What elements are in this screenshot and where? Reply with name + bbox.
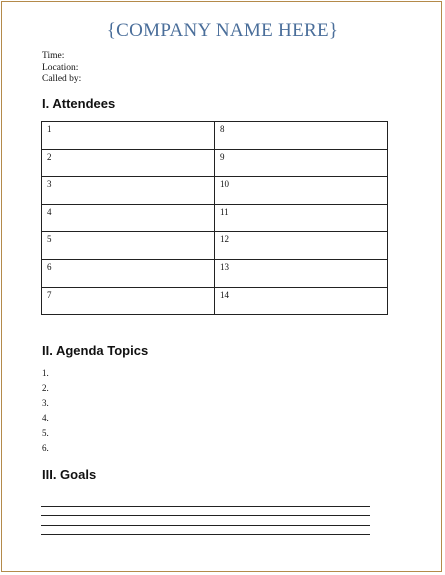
table-row <box>42 122 388 150</box>
attendee-cell[interactable]: 11 <box>215 204 388 232</box>
meta-time-label: Time: <box>42 51 65 61</box>
attendee-cell[interactable]: 1 <box>42 122 215 150</box>
table-row <box>42 204 388 232</box>
attendee-cell[interactable]: 14 <box>215 287 388 315</box>
table-row <box>42 287 388 315</box>
attendees-table <box>41 121 388 315</box>
list-item[interactable]: 4. <box>42 413 49 423</box>
attendee-cell[interactable]: 13 <box>215 259 388 287</box>
goal-line[interactable] <box>41 516 370 526</box>
list-item[interactable]: 5. <box>42 428 49 438</box>
attendee-cell[interactable]: 3 <box>42 177 215 205</box>
attendee-cell[interactable]: 10 <box>215 177 388 205</box>
meeting-meta <box>42 51 81 86</box>
attendee-cell[interactable]: 12 <box>215 232 388 260</box>
list-item[interactable]: 3. <box>42 398 49 408</box>
meta-location-label: Location: <box>42 62 79 73</box>
table-row <box>42 232 388 260</box>
section-heading-attendees: I. Attendees <box>42 96 116 111</box>
agenda-list <box>42 366 49 456</box>
list-item[interactable]: 6. <box>42 443 49 453</box>
attendee-cell[interactable]: 4 <box>42 204 215 232</box>
attendee-cell[interactable]: 8 <box>215 122 388 150</box>
attendee-cell[interactable]: 5 <box>42 232 215 260</box>
list-item[interactable]: 2. <box>42 383 49 393</box>
goal-line[interactable] <box>41 526 370 536</box>
table-row <box>42 177 388 205</box>
company-name: {COMPANY NAME HERE} <box>106 20 339 41</box>
section-heading-agenda: II. Agenda Topics <box>42 343 149 358</box>
attendee-cell[interactable]: 2 <box>42 149 215 177</box>
table-row <box>42 259 388 287</box>
goals-lines <box>41 497 370 535</box>
attendee-cell[interactable]: 7 <box>42 287 215 315</box>
meta-called-by-label: Called by: <box>42 74 82 84</box>
section-heading-goals: III. Goals <box>42 467 97 482</box>
attendee-cell[interactable]: 9 <box>215 149 388 177</box>
attendee-cell[interactable]: 6 <box>42 259 215 287</box>
goal-line[interactable] <box>41 507 370 517</box>
list-item[interactable]: 1. <box>42 368 49 378</box>
goal-line[interactable] <box>41 497 370 507</box>
table-row <box>42 149 388 177</box>
